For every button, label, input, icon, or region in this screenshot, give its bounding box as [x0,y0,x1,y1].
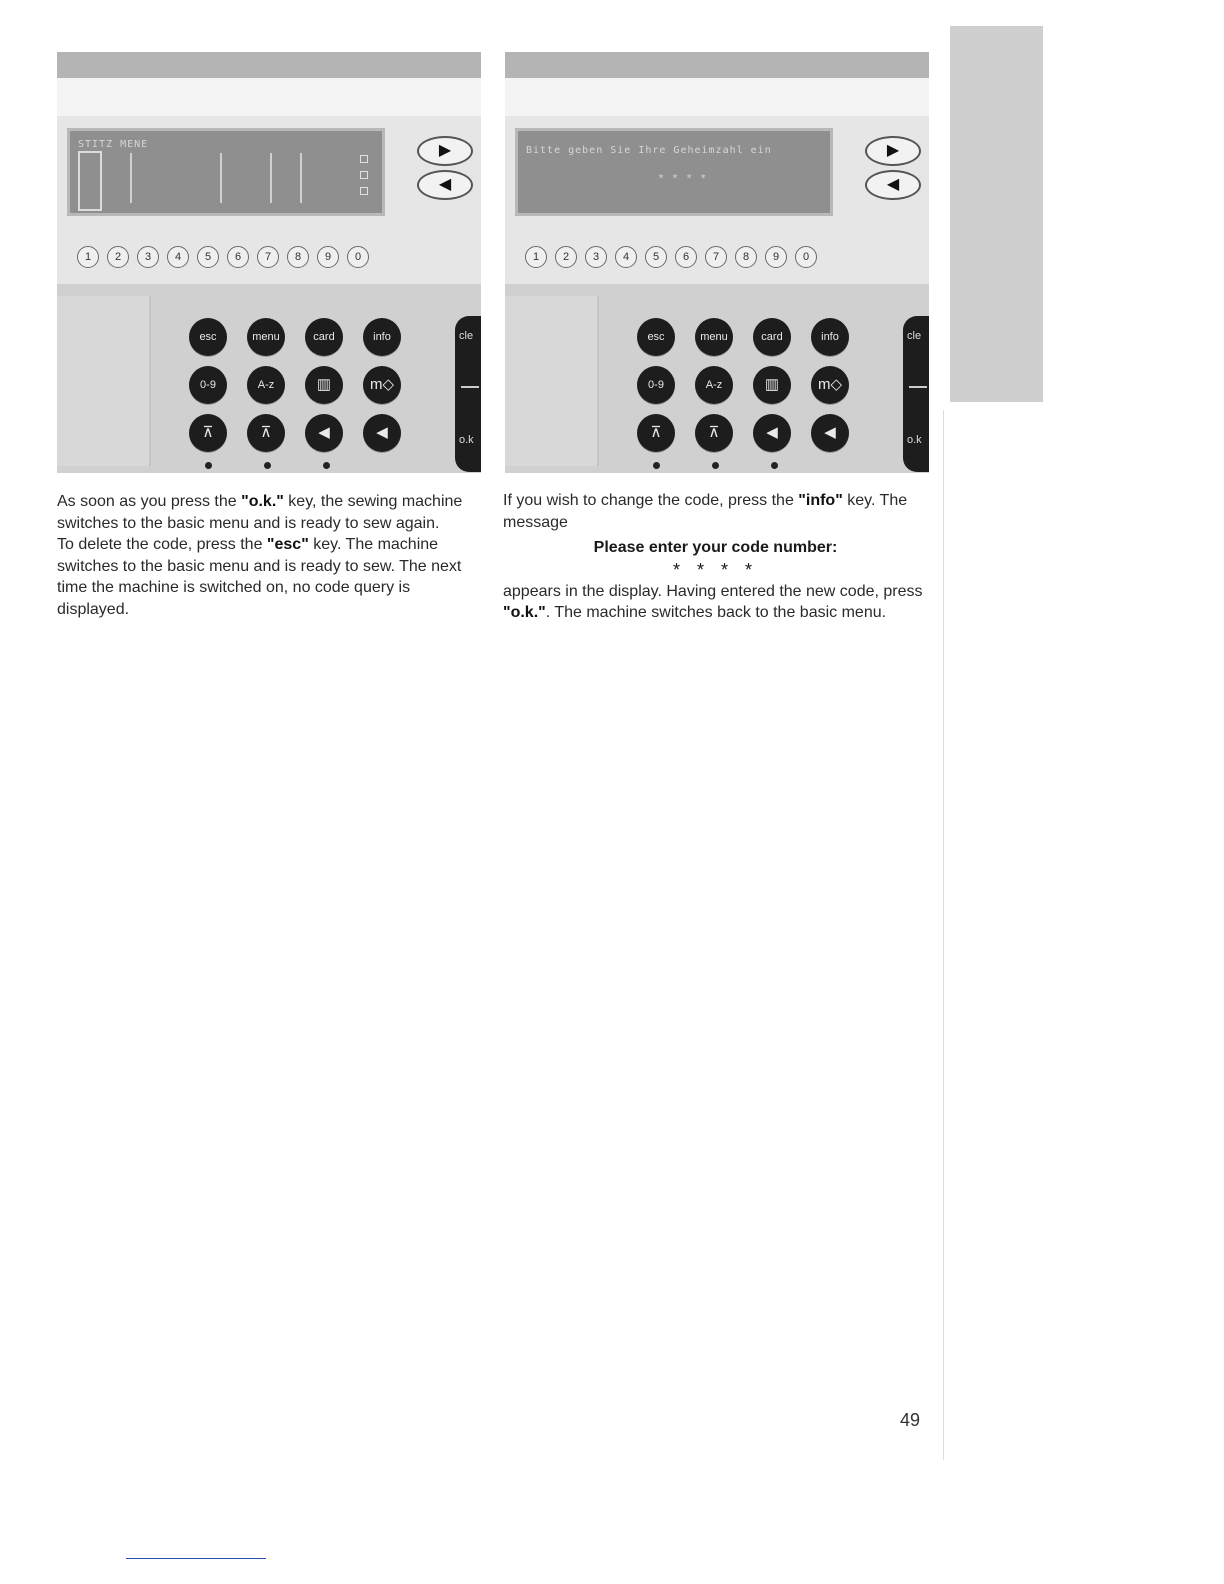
lcd-stars: * * * * [658,173,708,184]
esc-key[interactable]: esc [189,318,227,356]
number-key[interactable]: 7 [257,246,279,268]
numbers-key[interactable]: 0-9 [189,366,227,404]
paragraph-ok [57,491,482,534]
ok-label: o.k [459,434,474,446]
right-arrow-icon[interactable]: ▶ [865,136,921,166]
ok-key-label: "o.k." [503,604,546,621]
code-stars: * * * * [672,559,759,580]
text-run: appears in the display. Having entered the new code, press [503,582,923,600]
pattern-begin-icon[interactable]: ⊼ [189,414,227,452]
lcd-text: Bitte geben Sie Ihre Geheimzahl ein [526,145,772,156]
reverse-alt-icon[interactable]: ◀ [811,414,849,452]
stitch-icon [300,153,302,203]
text-run: If you wish to change the code, press the [503,492,799,509]
number-key[interactable]: 7 [705,246,727,268]
number-key[interactable]: 0 [795,246,817,268]
menu-key[interactable]: menu [247,318,285,356]
photo-right [505,52,929,473]
card-key[interactable]: card [753,318,791,356]
left-arrow-icon[interactable]: ◀ [865,170,921,200]
needle-icon [78,151,102,211]
info-key-label: "info" [798,492,843,509]
clear-ok-key[interactable] [455,316,481,472]
number-key-row [77,246,369,268]
function-keys [189,318,401,452]
text-run: As soon as you press the [57,493,242,510]
number-key[interactable]: 8 [735,246,757,268]
arrow-keys [417,136,475,202]
number-key[interactable]: 4 [615,246,637,268]
indicator-dots [653,462,778,469]
photo-header-bar [505,52,929,78]
number-key[interactable]: 6 [227,246,249,268]
card-key[interactable]: card [305,318,343,356]
pattern-end-icon[interactable]: ⊼ [695,414,733,452]
memory-icon[interactable]: m◇ [363,366,401,404]
number-key[interactable]: 9 [317,246,339,268]
number-key[interactable]: 5 [645,246,667,268]
photo-left [57,52,481,473]
number-key-row [525,246,817,268]
card-slot [57,296,151,466]
letters-key[interactable]: A-z [247,366,285,404]
right-text-column [503,490,928,624]
text-run: key, the sewing machine switches to the basic menu and is ready to sew again. [57,493,463,532]
number-key[interactable]: 3 [137,246,159,268]
margin-rule [943,410,944,1460]
text-run: To delete the code, press the [57,536,267,553]
paragraph-new-code [503,581,928,624]
card-slot [505,296,599,466]
number-key[interactable]: 3 [585,246,607,268]
bottom-rule [126,1558,266,1559]
stitch-icon [270,153,272,203]
function-keys [637,318,849,452]
reverse-icon[interactable]: ◀ [753,414,791,452]
reverse-alt-icon[interactable]: ◀ [363,414,401,452]
left-arrow-icon[interactable]: ◀ [417,170,473,200]
indicator-squares [360,155,368,203]
arrow-keys [865,136,923,202]
right-arrow-icon[interactable]: ▶ [417,136,473,166]
numbers-key[interactable]: 0-9 [637,366,675,404]
info-key[interactable]: info [811,318,849,356]
text-run: . The machine switches back to the basic menu. [545,604,887,621]
paragraph-esc [57,534,482,620]
number-key[interactable]: 2 [107,246,129,268]
photo-gap [57,78,481,116]
number-key[interactable]: 4 [167,246,189,268]
display-message: Please enter your code number: [593,539,838,556]
paragraph-info [503,490,928,533]
photo-gap [505,78,929,116]
page-number: 49 [900,1410,921,1430]
ok-label: o.k [907,434,922,446]
letters-key[interactable]: A-z [695,366,733,404]
stitch-icon [130,153,132,203]
number-key[interactable]: 8 [287,246,309,268]
lcd-display [67,128,385,216]
number-key[interactable]: 9 [765,246,787,268]
number-key[interactable]: 1 [77,246,99,268]
lcd-display [515,128,833,216]
text-run: key. The machine switches to the basic menu and is ready to sew. The next time the machine is switched on, no code query is displayed. [57,536,462,618]
pattern-end-icon[interactable]: ⊼ [247,414,285,452]
number-key[interactable]: 1 [525,246,547,268]
chapter-tab [950,26,1043,402]
number-key[interactable]: 0 [347,246,369,268]
clear-ok-key[interactable] [903,316,929,472]
number-key[interactable]: 5 [197,246,219,268]
lcd-text: STITZ MENE [78,139,149,150]
menu-key[interactable]: menu [695,318,733,356]
text-run: key. The message [503,492,908,531]
left-text-column [57,491,482,620]
stitch-width-icon[interactable]: ▥ [753,366,791,404]
pattern-begin-icon[interactable]: ⊼ [637,414,675,452]
photo-header-bar [57,52,481,78]
indicator-dots [205,462,330,469]
clear-label: cle [907,330,922,342]
memory-icon[interactable]: m◇ [811,366,849,404]
number-key[interactable]: 6 [675,246,697,268]
esc-key[interactable]: esc [637,318,675,356]
reverse-icon[interactable]: ◀ [305,414,343,452]
ok-key-label: "o.k." [241,493,284,510]
esc-key-label: "esc" [266,536,309,553]
info-key[interactable]: info [363,318,401,356]
clear-label: cle [459,330,474,342]
number-key[interactable]: 2 [555,246,577,268]
stitch-width-icon[interactable]: ▥ [305,366,343,404]
stitch-icon [220,153,222,203]
